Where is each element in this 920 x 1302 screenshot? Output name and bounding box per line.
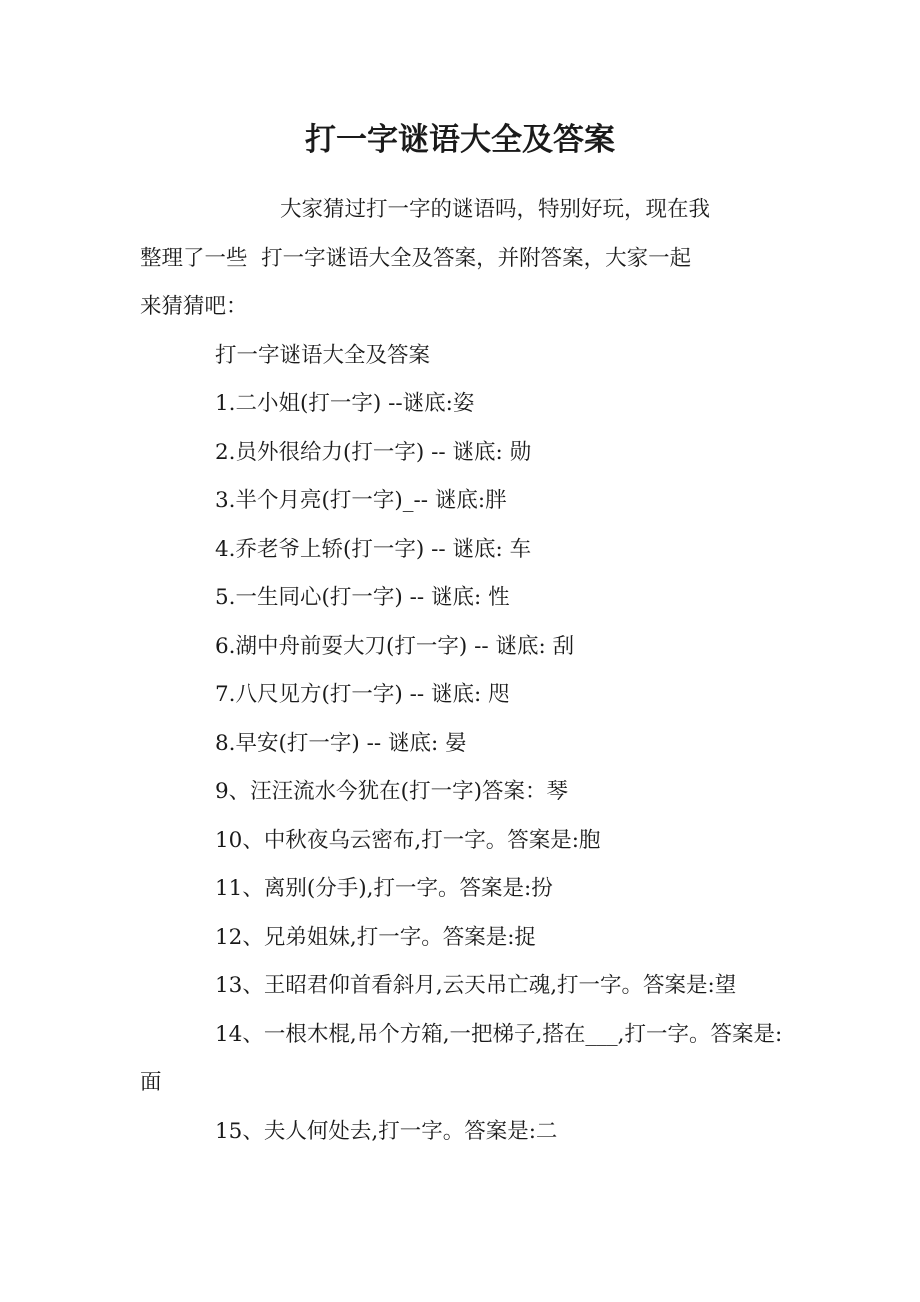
riddle-item: 2.员外很给力(打一字) -- 谜底: 勋: [215, 439, 532, 465]
riddle-item: 3.半个月亮(打一字)_-- 谜底:胖: [215, 488, 507, 513]
riddle-item: 12、兄弟姐妹,打一字。答案是:捉: [215, 924, 536, 950]
intro-line-1: 大家猜过打一字的谜语吗，特别好玩，现在我: [280, 197, 711, 222]
riddle-item: 10、中秋夜乌云密布,打一字。答案是:胞: [215, 827, 601, 853]
document-title: 打一字谜语大全及答案: [305, 122, 615, 158]
riddle-item: 4.乔老爷上轿(打一字) -- 谜底: 车: [215, 536, 532, 562]
subtitle: 打一字谜语大全及答案: [215, 342, 431, 368]
intro-paragraph: [140, 186, 790, 235]
intro-line-3: 来猜猜吧：: [140, 294, 248, 319]
riddle-item: 13、王昭君仰首看斜月,云天吊亡魂,打一字。答案是:望: [215, 973, 737, 998]
riddle-item: 1.二小姐(打一字) --谜底:姿: [215, 391, 475, 416]
riddle-item: 15、夫人何处去,打一字。答案是:二: [215, 1118, 558, 1144]
riddle-item: 14、一根木棍,吊个方箱,一把梯子,搭在___,打一字。答案是:面: [140, 1021, 783, 1095]
intro-line-2: 整理了一些 打一字谜语大全及答案，并附答案，大家一起: [140, 245, 692, 271]
riddle-item: 9、汪汪流水今犹在(打一字)答案：琴: [215, 779, 568, 804]
intro-continued: [140, 235, 790, 332]
riddle-item: 5.一生同心(打一字) -- 谜底: 性: [215, 585, 510, 610]
document-body: [140, 186, 790, 1156]
riddle-item: 7.八尺见方(打一字) -- 谜底: 咫: [215, 682, 510, 707]
riddle-item: 6.湖中舟前耍大刀(打一字) -- 谜底: 刮: [215, 633, 575, 659]
riddle-item: 8.早安(打一字) -- 谜底: 晏: [215, 730, 467, 756]
riddle-item: 11、离别(分手),打一字。答案是:扮: [215, 876, 553, 901]
